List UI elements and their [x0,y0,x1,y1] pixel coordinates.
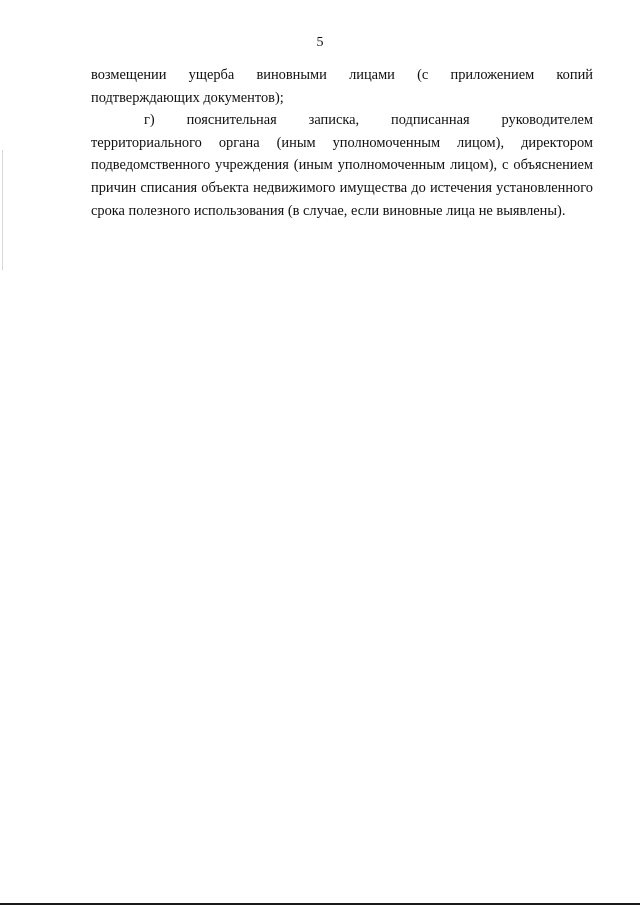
page-number: 5 [316,35,324,50]
paragraph-damage-compensation: возмещении ущерба виновными лицами (с приложением копий подтверждающих документов); [91,67,593,106]
paragraph-explanatory-note: г) пояснительная записка, подписанная руководителем территориального органа (иным уполномоченным лицом), директором подведомственного учреждения (иным уполномоченным лицом), с объяснением причин списания объекта недвижимого имущества до истечения установленного срока полезного использования (в случае, если виновные лица не выявлены). [91,112,593,219]
document-body [91,64,593,222]
scan-edge-mark [2,150,3,270]
